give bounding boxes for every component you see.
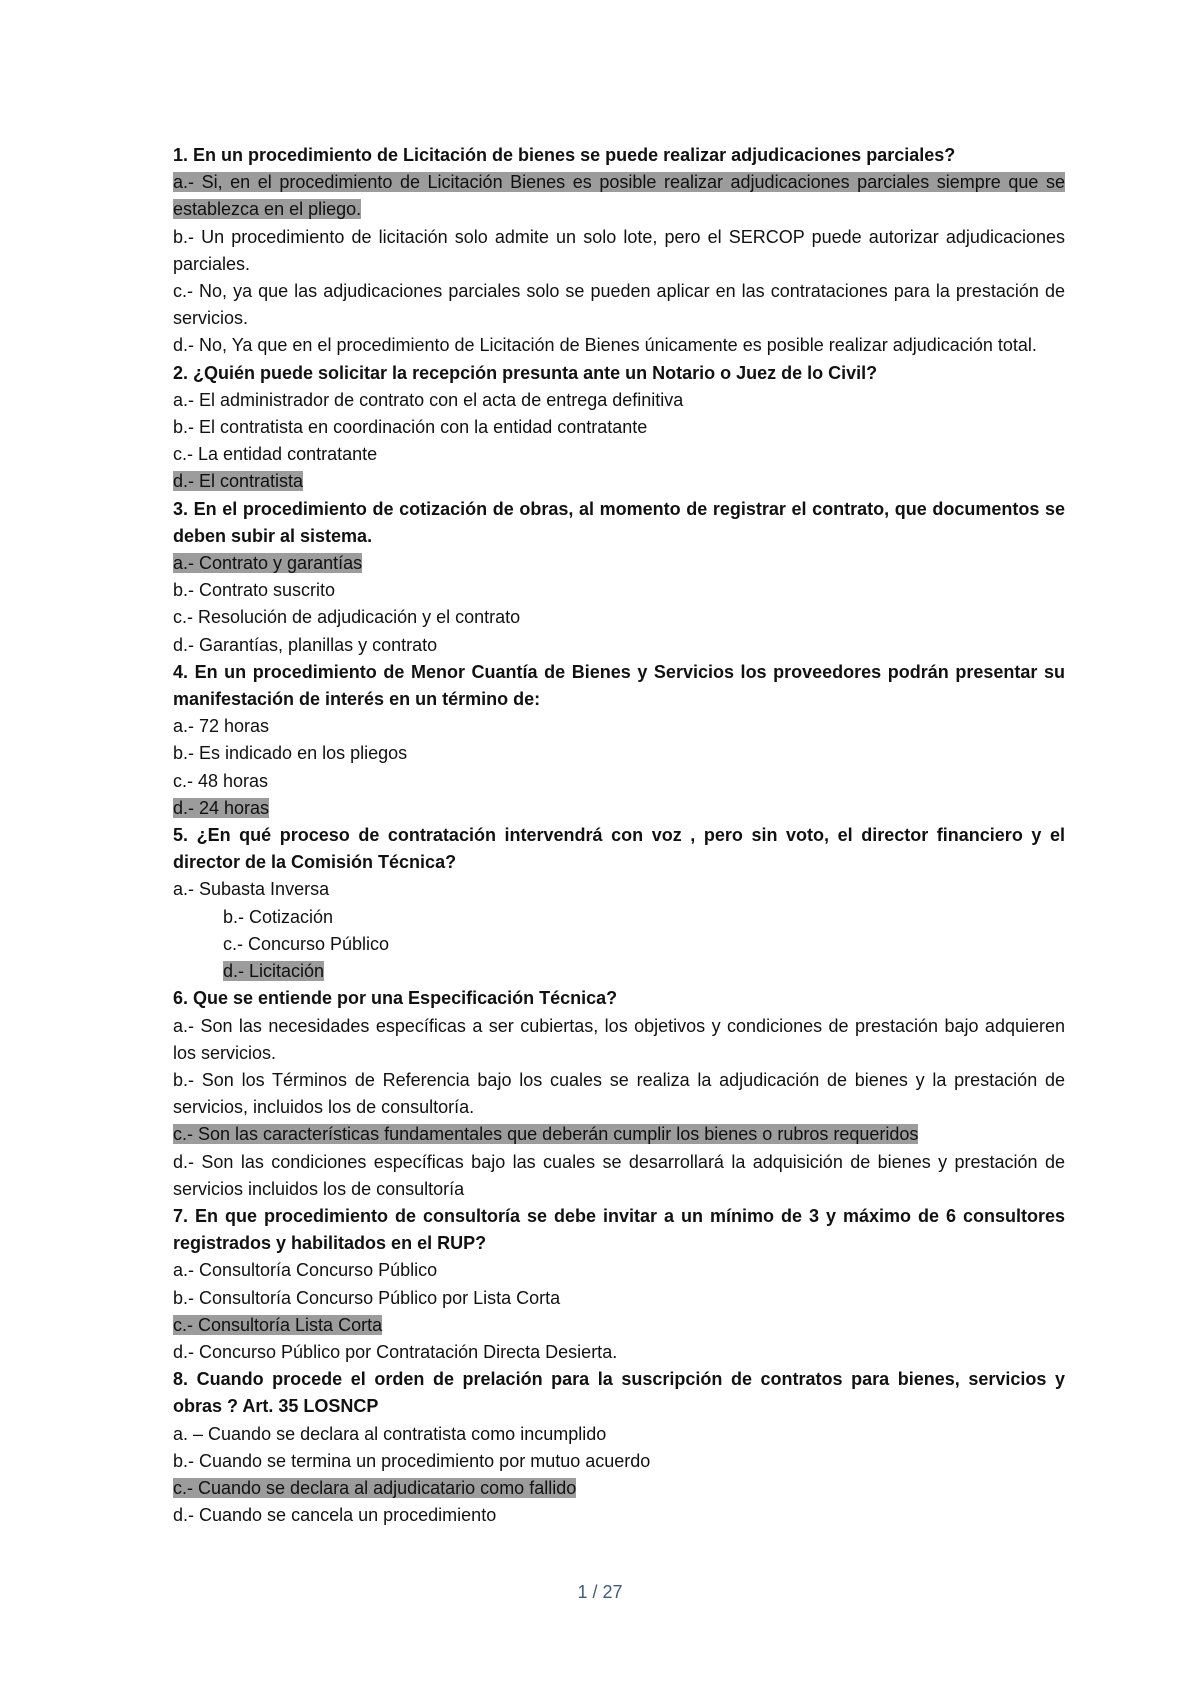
question-1: 1. En un procedimiento de Licitación de bienes se puede realizar adjudicaciones parciales?: [173, 145, 956, 165]
question-8: 8. Cuando procede el orden de prelación para la suscripción de contratos para bienes, servicios y obras ? Art. 35 LOSNCP: [173, 1369, 1065, 1417]
q2-option-c: c.- La entidad contratante: [173, 444, 378, 465]
q7-option-b: b.- Consultoría Concurso Público por Lista Corta: [173, 1287, 561, 1308]
q3-option-a: [173, 550, 1065, 577]
q4-option-c: c.- 48 horas: [173, 770, 269, 791]
q5-option-a: a.- Subasta Inversa: [173, 879, 330, 900]
question-6: 6. Que se entiende por una Especificación Técnica?: [173, 988, 618, 1009]
q6-option-d: d.- Son las condiciones específicas bajo las cuales se desarrollará la adquisición de bienes y prestación de servicios incluidos los de consultoría: [173, 1151, 1065, 1199]
highlighted-answer: d.- El contratista: [173, 471, 304, 492]
question-7: 7. En que procedimiento de consultoría se debe invitar a un mínimo de 3 y máximo de 6 consultores registrados y habilitados en el RUP?: [173, 1205, 1065, 1254]
q1-option-a: [173, 169, 1065, 223]
q1-option-b: b.- Un procedimiento de licitación solo admite un solo lote, pero el SERCOP puede autorizar adjudicaciones parciales.: [173, 226, 1065, 274]
question-2: 2. ¿Quién puede solicitar la recepción presunta ante un Notario o Juez de lo Civil?: [173, 362, 878, 383]
question-3: 3. En el procedimiento de cotización de obras, al momento de registrar el contrato, que documentos se deben subir al sistema.: [173, 498, 1065, 546]
question-4: 4. En un procedimiento de Menor Cuantía de Bienes y Servicios los proveedores podrán presentar su manifestación de interés en un término de:: [173, 661, 1065, 710]
q3-option-b: b.- Contrato suscrito: [173, 580, 336, 601]
q4-option-b: b.- Es indicado en los pliegos: [173, 743, 408, 764]
q6-option-a: a.- Son las necesidades específicas a ser cubiertas, los objetivos y condiciones de prestación bajo adquieren los servicios.: [173, 1015, 1065, 1063]
highlighted-answer: d.- Licitación: [223, 961, 325, 982]
q2-option-b: b.- El contratista en coordinación con la entidad contratante: [173, 417, 648, 438]
highlighted-answer: c.- Consultoría Lista Corta: [173, 1314, 383, 1335]
q7-option-d: d.- Concurso Público por Contratación Directa Desierta.: [173, 1341, 618, 1362]
q6-option-c: [173, 1121, 1065, 1148]
q4-option-d: [173, 795, 1065, 822]
q7-option-a: a.- Consultoría Concurso Público: [173, 1260, 438, 1281]
q8-option-b: b.- Cuando se termina un procedimiento por mutuo acuerdo: [173, 1450, 651, 1471]
q3-option-c: c.- Resolución de adjudicación y el contrato: [173, 607, 521, 628]
document-body: [173, 142, 1065, 1529]
q7-option-c: [173, 1312, 1065, 1339]
q2-option-d: [173, 468, 1065, 495]
highlighted-answer: d.- 24 horas: [173, 797, 270, 818]
highlighted-answer: a.- Si, en el procedimiento de Licitación Bienes es posible realizar adjudicaciones parciales siempre que se establezca en el pliego.: [173, 172, 1065, 220]
q4-option-a: a.- 72 horas: [173, 716, 270, 737]
q1-option-d: d.- No, Ya que en el procedimiento de Licitación de Bienes únicamente es posible realizar adjudicación total.: [173, 335, 1037, 356]
question-5: 5. ¿En qué proceso de contratación intervendrá con voz , pero sin voto, el director financiero y el director de la Comisión Técnica?: [173, 825, 1065, 873]
q8-option-d: d.- Cuando se cancela un procedimiento: [173, 1505, 497, 1526]
q3-option-d: d.- Garantías, planillas y contrato: [173, 634, 438, 655]
q5-option-c: c.- Concurso Público: [223, 933, 390, 954]
q8-option-c: [173, 1475, 1065, 1502]
q8-option-a: a. – Cuando se declara al contratista como incumplido: [173, 1423, 607, 1444]
q1-option-c: c.- No, ya que las adjudicaciones parciales solo se pueden aplicar en las contrataciones para la prestación de servicios.: [173, 281, 1065, 329]
highlighted-answer: c.- Cuando se declara al adjudicatario como fallido: [173, 1477, 577, 1498]
q5-option-b: b.- Cotización: [223, 906, 334, 927]
q6-option-b: b.- Son los Términos de Referencia bajo los cuales se realiza la adjudicación de bienes y la prestación de servicios, incluidos los de consultoría.: [173, 1069, 1065, 1118]
page-number: 1 / 27: [577, 1582, 623, 1602]
q5-option-d: [173, 958, 1065, 985]
q2-option-a: a.- El administrador de contrato con el acta de entrega definitiva: [173, 389, 684, 410]
highlighted-answer: c.- Son las características fundamentales que deberán cumplir los bienes o rubros requeridos: [173, 1124, 919, 1145]
highlighted-answer: a.- Contrato y garantías: [173, 553, 363, 574]
